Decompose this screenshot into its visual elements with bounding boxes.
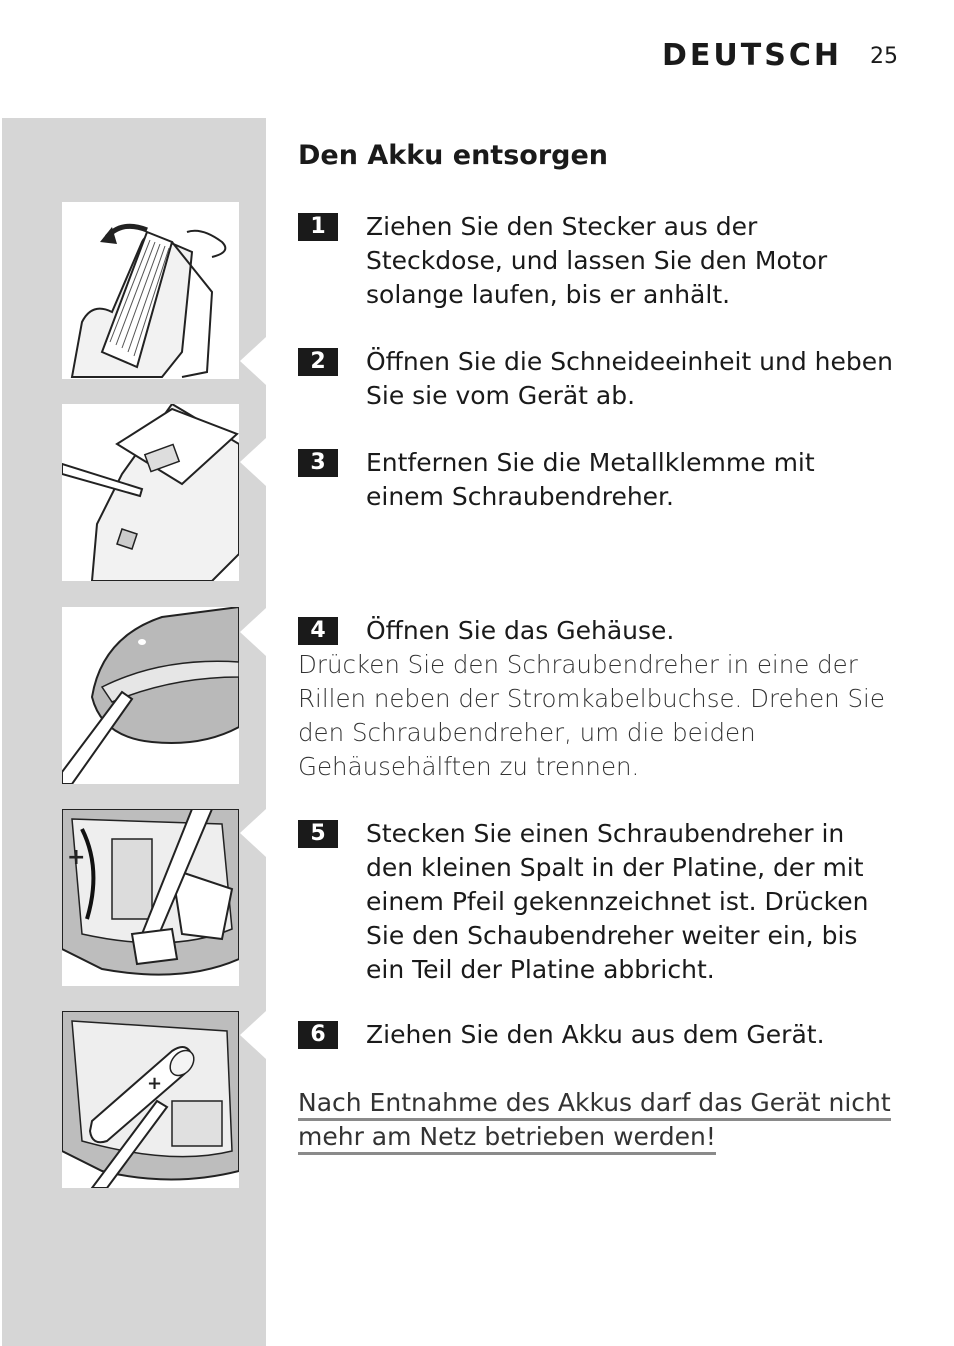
sidebar-notch — [240, 438, 266, 486]
step-number-box: 6 — [298, 1021, 338, 1049]
step-4 — [298, 614, 908, 784]
remove-metal-clip-icon — [62, 404, 239, 581]
step-6 — [298, 1018, 908, 1052]
remove-battery-icon — [62, 1011, 239, 1188]
sidebar-notch — [240, 608, 266, 656]
sidebar-notch — [240, 809, 266, 857]
step-5 — [298, 817, 908, 987]
step-number-box: 2 — [298, 348, 338, 376]
step-description: Drücken Sie den Schraubendreher in eine der Rillen neben der Stromkabelbuchse. Drehen Sie den Schraubendreher, um die beiden Gehäusehälften zu trennen. — [298, 650, 885, 781]
step-text: Ziehen Sie den Akku aus dem Gerät. — [366, 1020, 825, 1049]
step-number-box: 1 — [298, 213, 338, 241]
step-text: Entfernen Sie die Metallklemme mit einem Schraubendreher. — [366, 448, 815, 511]
remove-cutting-unit-icon — [62, 202, 239, 379]
section-title: Den Akku entsorgen — [298, 140, 609, 171]
warning-text: Nach Entnahme des Akkus darf das Gerät nicht mehr am Netz betrieben werden! — [298, 1088, 891, 1155]
plus-mark: + — [147, 1073, 163, 1094]
sidebar-notch — [240, 1011, 266, 1059]
step-2 — [298, 345, 908, 413]
break-circuit-board-icon — [62, 809, 239, 986]
page-number: 25 — [870, 44, 898, 69]
warning-note — [298, 1086, 898, 1154]
step-text: Ziehen Sie den Stecker aus der Steckdose, und lassen Sie den Motor solange laufen, bis er anhält. — [366, 212, 828, 309]
step-text: Öffnen Sie die Schneideeinheit und heben Sie sie vom Gerät ab. — [366, 347, 894, 410]
step-number-box: 4 — [298, 617, 338, 645]
step-text: Stecken Sie einen Schraubendreher in den kleinen Spalt in der Platine, der mit einem Pfeil gekennzeichnet ist. Drücken Sie den Schaubendreher weiter ein, bis ein Teil der Platine abbricht. — [366, 819, 869, 984]
step-number-box: 5 — [298, 820, 338, 848]
step-3 — [298, 446, 908, 514]
sidebar-notch — [240, 337, 266, 385]
plus-mark: + — [67, 845, 86, 870]
step-number-box: 3 — [298, 449, 338, 477]
step-text: Öffnen Sie das Gehäuse. — [366, 616, 675, 645]
open-housing-icon — [62, 607, 239, 784]
header-language: DEUTSCH — [662, 38, 842, 73]
step-1 — [298, 210, 908, 312]
